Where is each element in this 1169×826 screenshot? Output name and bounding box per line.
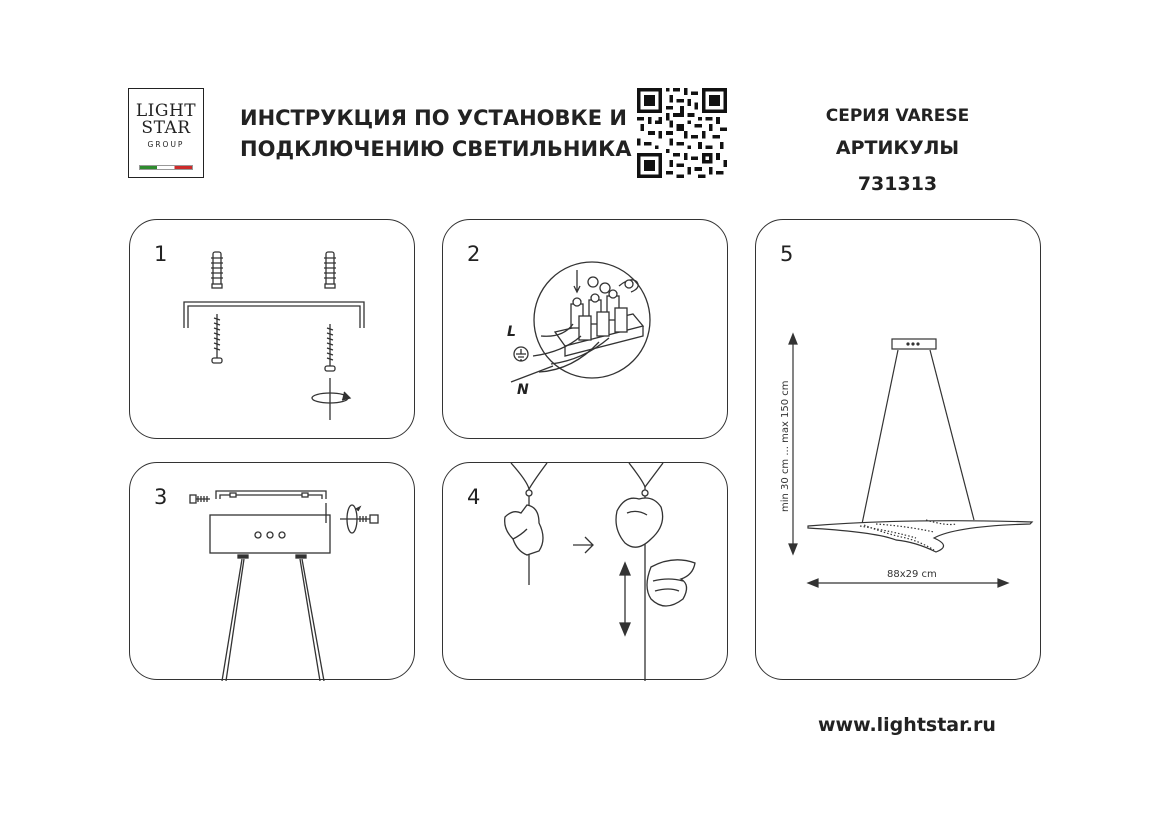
step-2-number: 2 xyxy=(467,242,481,266)
article-number: АРТИКУЛЫ 731313 xyxy=(835,137,960,195)
width-size-label: 88x29 cm xyxy=(887,569,937,580)
suspension-cables xyxy=(222,555,324,681)
title-line-1: ИНСТРУКЦИЯ ПО УСТАНОВКЕ И xyxy=(240,106,627,130)
side-screw-right xyxy=(340,505,378,533)
screw-right xyxy=(325,324,335,371)
step-1-number: 1 xyxy=(154,242,168,266)
series-name: СЕРИЯ VARESE xyxy=(825,106,970,126)
ground-icon xyxy=(514,347,528,361)
next-arrow-icon xyxy=(573,537,593,553)
cable-gripper-right xyxy=(629,463,663,487)
qr-code-icon[interactable] xyxy=(637,88,727,178)
neutral-wire-label: N xyxy=(517,382,529,398)
suspension-cable-left xyxy=(862,350,898,524)
wall-dowel-right xyxy=(324,252,336,288)
step-4-illustration xyxy=(443,463,729,681)
logo-line-3: GROUP xyxy=(147,140,185,149)
step-5-illustration xyxy=(756,220,1042,681)
step-3-panel xyxy=(129,462,415,680)
rotation-arrow-icon xyxy=(312,378,350,420)
step-2-panel xyxy=(442,219,728,439)
step-4-number: 4 xyxy=(467,485,481,509)
wall-dowel-left xyxy=(211,252,223,288)
logo-line-2: STAR xyxy=(141,118,191,138)
width-dimension-arrow xyxy=(808,579,1008,587)
step-3-illustration xyxy=(130,463,416,681)
logo-line-1: LIGHT xyxy=(135,101,197,121)
mounting-bracket xyxy=(184,302,364,328)
step-5-number: 5 xyxy=(780,242,794,266)
title-line-2: ПОДКЛЮЧЕНИЮ СВЕТИЛЬНИКА xyxy=(240,137,632,161)
hand-left-icon xyxy=(505,505,543,555)
suspension-cable-right xyxy=(930,350,974,520)
pendant-lamp-body xyxy=(808,520,1032,552)
step-1-illustration xyxy=(130,220,416,440)
series-info xyxy=(795,103,1000,202)
hand-lower-icon xyxy=(647,560,695,606)
step-1-panel xyxy=(129,219,415,439)
step-2-illustration xyxy=(443,220,729,440)
cable-gripper-left xyxy=(511,463,547,489)
live-wire-label: L xyxy=(507,324,516,340)
step-3-number: 3 xyxy=(154,485,168,509)
italian-flag-stripe xyxy=(139,165,193,170)
hand-right-icon xyxy=(616,498,663,547)
side-screw-left xyxy=(190,495,210,503)
page-title xyxy=(240,103,632,165)
website-link[interactable]: www.lightstar.ru xyxy=(818,714,996,736)
height-range-label: min 30 cm ... max 150 cm xyxy=(780,380,791,512)
lightstar-logo xyxy=(128,88,204,178)
step-4-panel xyxy=(442,462,728,680)
step-5-panel xyxy=(755,219,1041,680)
vertical-adjust-arrow-icon xyxy=(620,563,630,635)
